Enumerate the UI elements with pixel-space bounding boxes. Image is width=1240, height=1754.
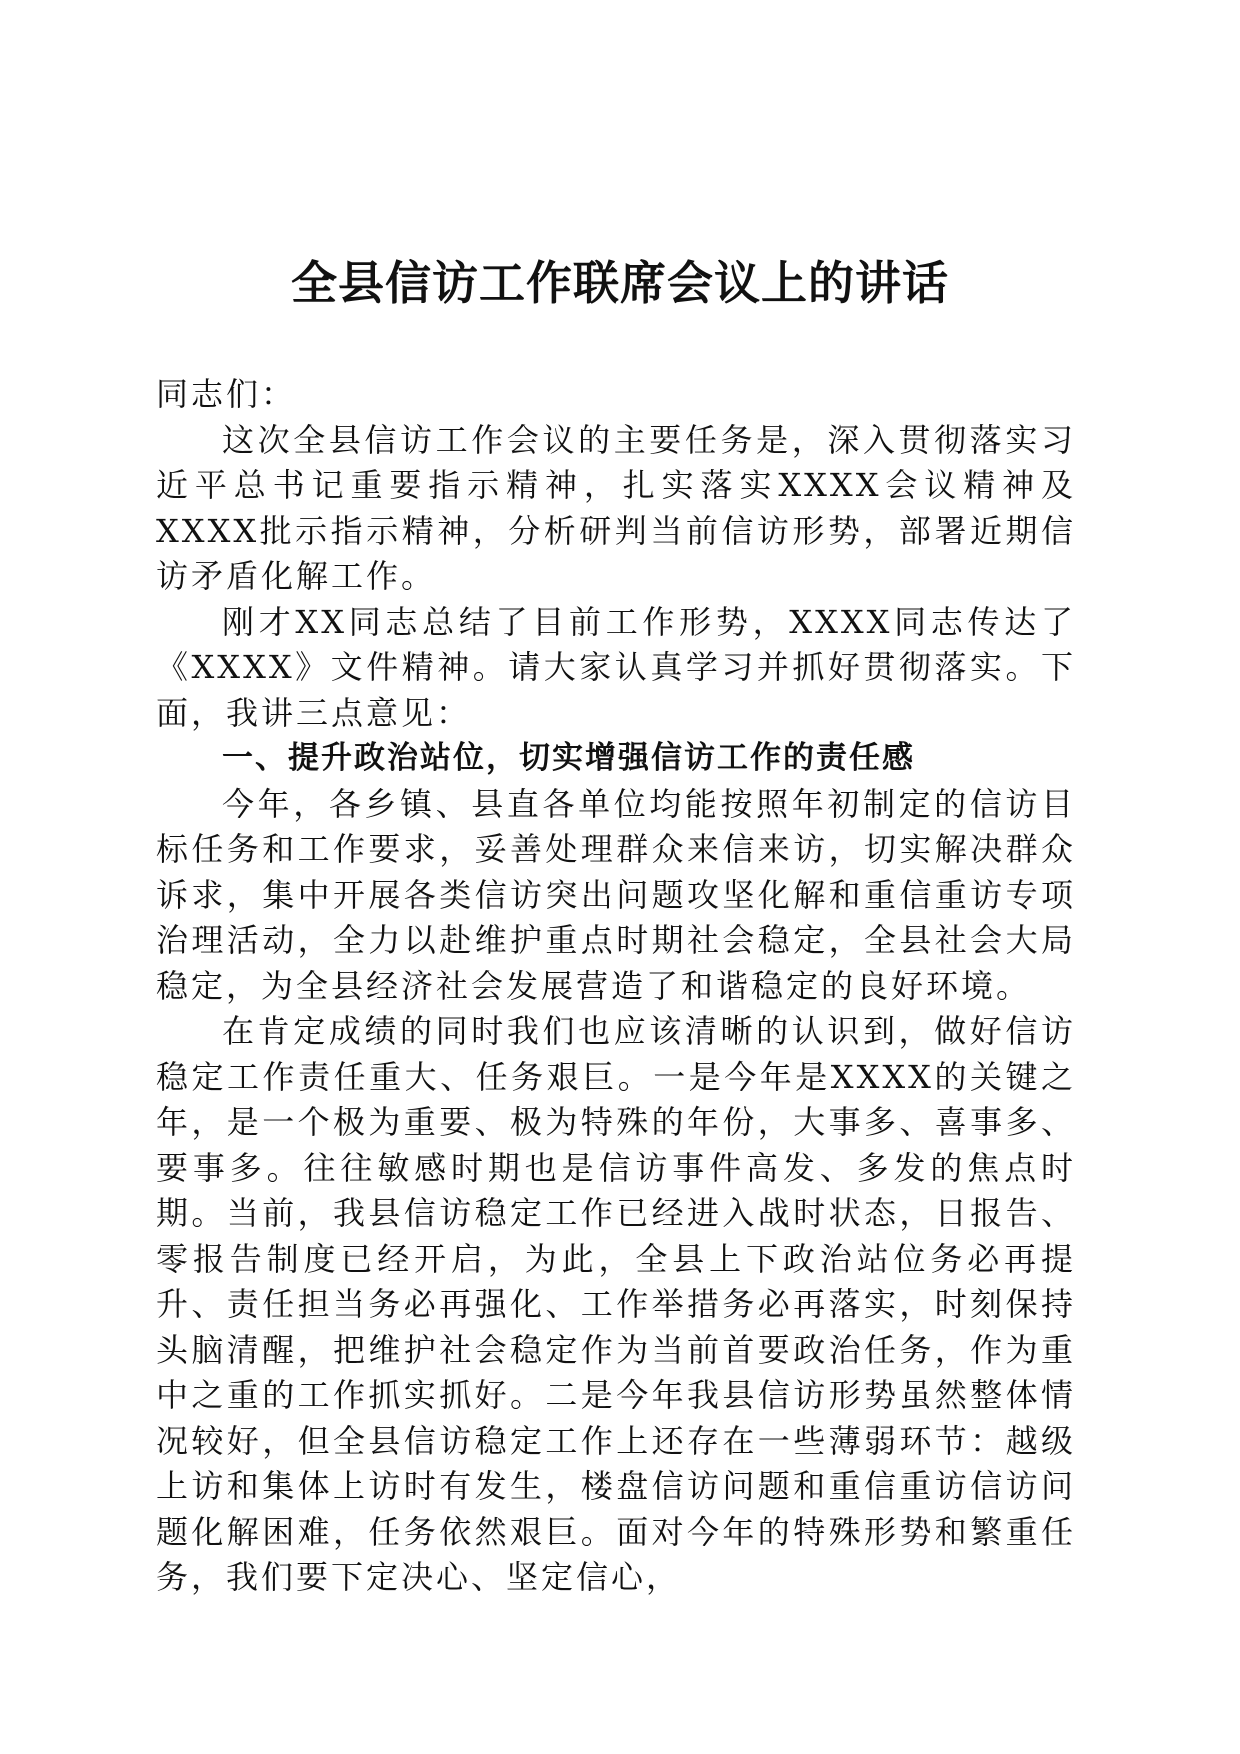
section-heading-1: 一、提升政治站位，切实增强信访工作的责任感 [222,740,915,776]
paragraph-challenges: 在肯定成绩的同时我们也应该清晰的认识到，做好信访稳定工作责任重大、任务艰巨。一是今年是XXXX的关键之年，是一个极为重要、极为特殊的年份，大事多、喜事多、要事多。往往敏感时期也是信访事件高发、多发的焦点时期。当前，我县信访稳定工作已经进入战时状态，日报告、零报告制度已经开启，为此，全县上下政治站位务必再提升、责任担当务必再强化、工作举措务必再落实，时刻保持头脑清醒，把维护社会稳定作为当前首要政治任务，作为重中之重的工作抓实抓好。二是今年我县信访形势虽然整体情况较好，但全县信访稳定工作上还存在一些薄弱环节：越级上访和集体上访时有发生，楼盘信访问题和重信重访信访问题化解困难，任务依然艰巨。面对今年的特殊形势和繁重任务，我们要下定决心、坚定信心， [156,1012,1076,1596]
paragraph-achievements: 今年，各乡镇、县直各单位均能按照年初制定的信访目标任务和工作要求，妥善处理群众来信来访，切实解决群众诉求，集中开展各类信访突出问题攻坚化解和重信重访专项治理活动，全力以赴维护重点时期社会稳定，全县社会大局稳定，为全县经济社会发展营造了和谐稳定的良好环境。 [156,784,1076,1005]
greeting: 同志们： [156,375,297,413]
paragraph-intro: 这次全县信访工作会议的主要任务是，深入贯彻落实习近平总书记重要指示精神，扎实落实XXXX会议精神及XXXX批示指示精神，分析研判当前信访形势，部署近期信访矛盾化解工作。 [156,420,1076,595]
document-body [156,372,1076,1601]
document-title: 全县信访工作联席会议上的讲话 [291,256,949,310]
paragraph-outline: 刚才XX同志总结了目前工作形势，XXXX同志传达了《XXXX》文件精神。请大家认真学习并抓好贯彻落实。下面，我讲三点意见： [156,602,1076,732]
